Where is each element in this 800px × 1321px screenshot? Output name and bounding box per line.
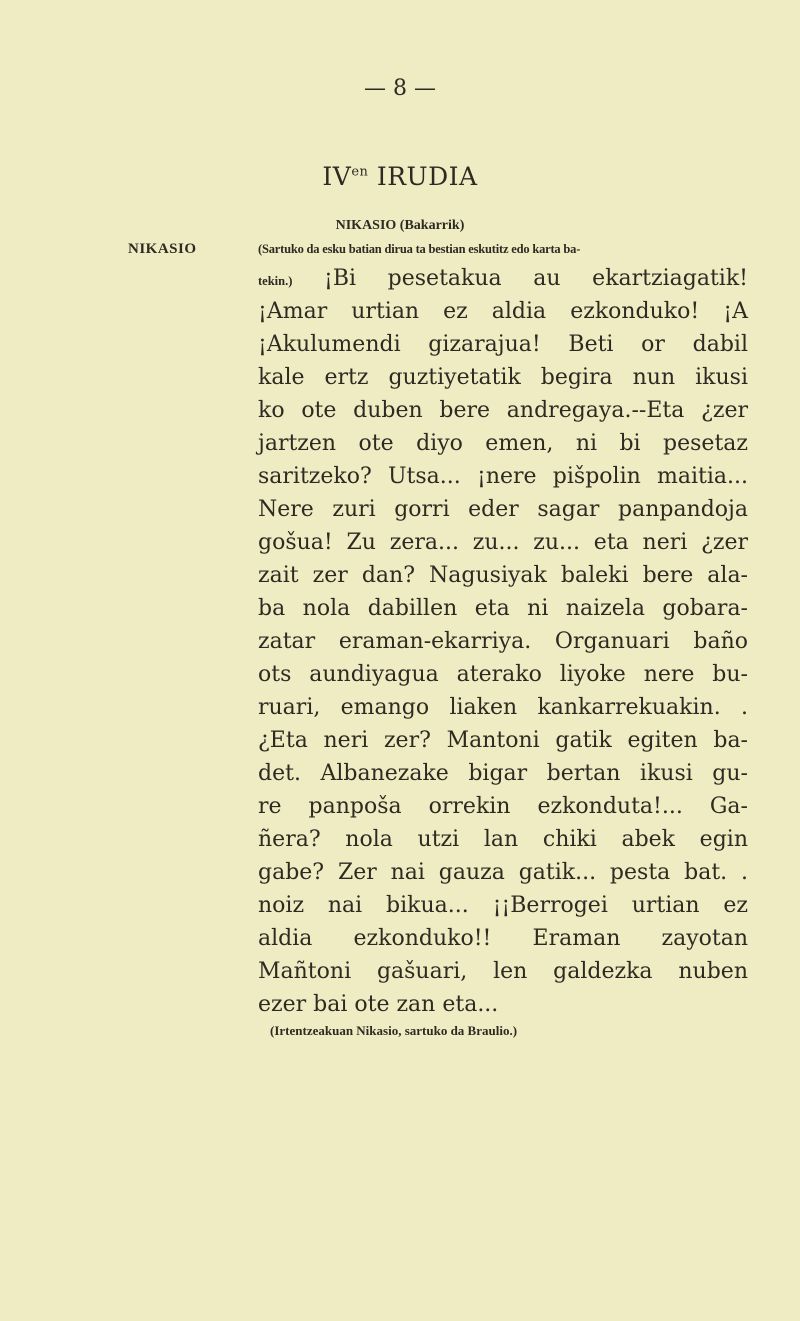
dialogue-line: Nere zuri gorri eder sagar panpandoja	[258, 497, 748, 522]
scene-subtitle: NIKASIO (Bakarrik)	[335, 218, 465, 233]
stage-direction: (Sartuko da esku batian dirua ta bestian eskutitz edo karta ba-	[258, 242, 581, 256]
dialogue-line: saritzeko? Utsa... ¡nere pišpolin maitia...	[258, 464, 748, 489]
dialogue-line: ruari, emango liaken kankarrekuakin. .	[258, 695, 748, 720]
dialogue-text: ¡Bi pesetakua au ekartziagatik!	[324, 266, 748, 291]
scene-title	[0, 162, 800, 191]
dialogue-line: ¡Akulumendi gizarajua! Beti or dabil	[258, 332, 748, 357]
dialogue-line: ots aundiyagua aterako liyoke nere bu-	[258, 662, 748, 687]
dialogue-line: zait zer dan? Nagusiyak baleki bere ala-	[258, 563, 748, 588]
dialogue-line: det. Albanezake bigar bertan ikusi gu-	[258, 761, 748, 786]
scene-word: IRUDIA	[376, 162, 478, 191]
dialogue-line: ba nola dabillen eta ni naizela gobara-	[258, 596, 748, 621]
dialogue-line: ¡Amar urtian ez aldia ezkonduko! ¡A	[258, 299, 748, 324]
scene-numeral: IV	[322, 162, 352, 191]
dialogue-body	[258, 262, 748, 1021]
dialogue-line: ñera? nola utzi lan chiki abek egin	[258, 827, 748, 852]
dialogue-line: gabe? Zer nai gauza gatik... pesta bat. .	[258, 860, 748, 885]
dialogue-line: jartzen ote diyo emen, ni bi pesetaz	[258, 431, 748, 456]
dialogue-line: aldia ezkonduko!! Eraman zayotan	[258, 926, 748, 951]
dialogue-line: zatar eraman-ekarriya. Organuari baño	[258, 629, 748, 654]
dialogue-line: ko ote duben bere andregaya.--Eta ¿zer	[258, 398, 748, 423]
dialogue-line: ¿Eta neri zer? Mantoni gatik egiten ba-	[258, 728, 748, 753]
closing-stage-direction: (Irtentzeakuan Nikasio, sartuko da Braulio.)	[270, 1023, 518, 1038]
page-number: — 8 —	[364, 76, 436, 101]
dialogue-line: noiz nai bikua... ¡¡Berrogei urtian ez	[258, 893, 748, 918]
scene-numeral-suffix: en	[351, 164, 369, 180]
dialogue-line: re panpoša orrekin ezkonduta!... Ga-	[258, 794, 748, 819]
dialogue-line: ezer bai ote zan eta...	[258, 992, 499, 1017]
dialogue-line	[258, 262, 748, 295]
stage-direction-end: tekin.)	[258, 274, 293, 288]
dialogue-line: kale ertz guztiyetatik begira nun ikusi	[258, 365, 748, 390]
dialogue-line: Mañtoni gašuari, len galdezka nuben	[258, 959, 748, 984]
dialogue-line: gošua! Zu zera... zu... zu... eta neri ¿zer	[258, 530, 748, 555]
speaker-name: NIKASIO	[128, 241, 197, 257]
